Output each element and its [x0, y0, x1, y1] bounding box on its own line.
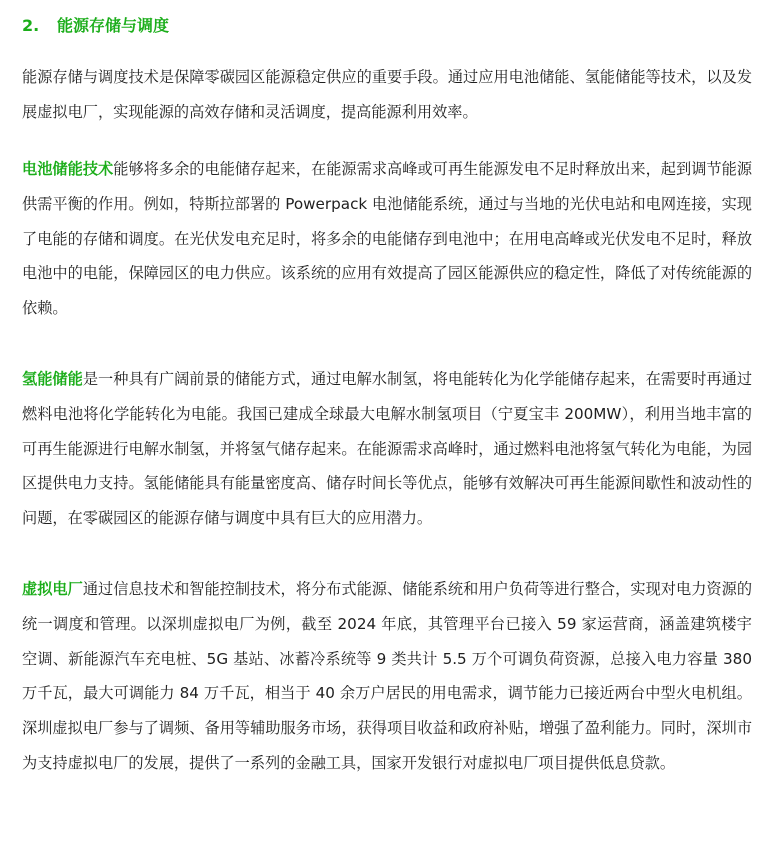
- paragraph-intro: 能源存储与调度技术是保障零碳园区能源稳定供应的重要手段。通过应用电池储能、氢能储能等技术，以及发展虚拟电厂，实现能源的高效存储和灵活调度，提高能源利用效率。: [22, 68, 752, 121]
- keyword-virtual-power-plant: 虚拟电厂: [22, 580, 83, 598]
- section-title: 能源存储与调度: [57, 16, 170, 35]
- section-number: 2.: [22, 16, 40, 35]
- paragraph-vpp-text: 通过信息技术和智能控制技术，将分布式能源、储能系统和用户负荷等进行整合，实现对电力资源的统一调度和管理。以深圳虚拟电厂为例，截至 2024 年底，其管理平台已接入 59 家运营商，涵盖建筑楼宇空调、新能源汽车充电桩、5G 基站、冰蓄冷系统等 9 类共计 5.5 万个可调负荷资源，总接入电力容量 380 万千瓦，最大可调能力 84 万千瓦，相当于 40 余万户居民的用电需求，调节能力已接近两台中型火电机组。深圳虚拟电厂参与了调频、备用等辅助服务市场，获得项目收益和政府补贴，增强了盈利能力。同时，深圳市为支持虚拟电厂的发展，提供了一系列的金融工具，国家开发银行对虚拟电厂项目提供低息贷款。: [22, 580, 753, 772]
- keyword-battery-storage: 电池储能技术: [22, 160, 114, 178]
- paragraph-battery-storage: [22, 152, 752, 326]
- paragraph-hydrogen-text: 是一种具有广阔前景的储能方式，通过电解水制氢，将电能转化为化学能储存起来，在需要时再通过燃料电池将化学能转化为电能。我国已建成全球最大电解水制氢项目（宁夏宝丰 200MW），利用当地丰富的可再生能源进行电解水制氢，并将氢气储存起来。在能源需求高峰时，通过燃料电池将氢气转化为电能，为园区提供电力支持。氢能储能具有能量密度高、储存时间长等优点，能够有效解决可再生能源间歇性和波动性的问题，在零碳园区的能源存储与调度中具有巨大的应用潜力。: [22, 370, 753, 528]
- paragraph-hydrogen-storage: [22, 362, 752, 536]
- keyword-hydrogen-storage: 氢能储能: [22, 370, 83, 388]
- paragraph-battery-text: 能够将多余的电能储存起来，在能源需求高峰或可再生能源发电不足时释放出来，起到调节能源供需平衡的作用。例如，特斯拉部署的 Powerpack 电池储能系统，通过与当地的光伏电站和电网连接，实现了电能的存储和调度。在光伏发电充足时，将多余的电能储存到电池中；在用电高峰或光伏发电不足时，释放电池中的电能，保障园区的电力供应。该系统的应用有效提高了园区能源供应的稳定性，降低了对传统能源的依赖。: [22, 160, 753, 318]
- section-heading: [22, 14, 169, 38]
- paragraph-virtual-power-plant: [22, 572, 752, 781]
